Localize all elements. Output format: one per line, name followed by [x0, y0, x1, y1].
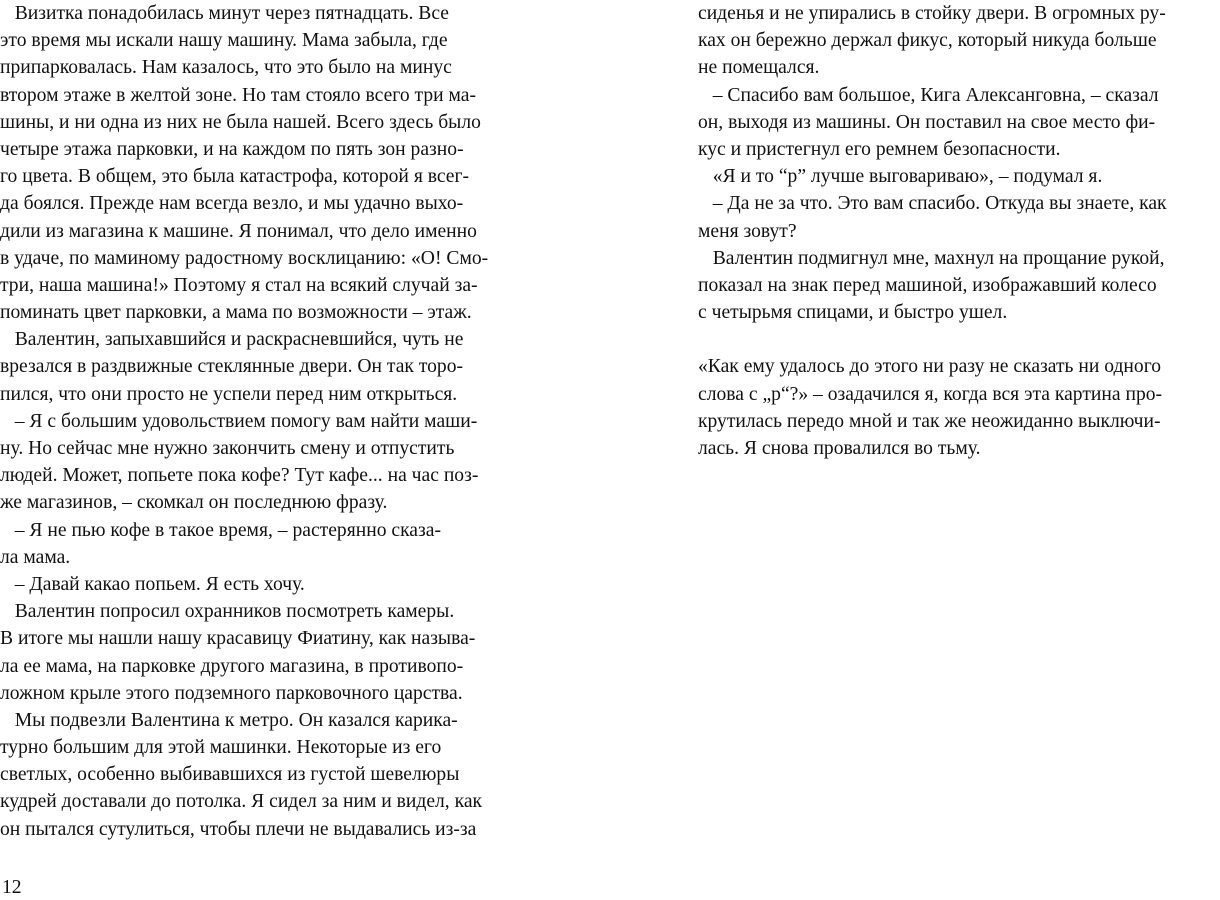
text-line: четыре этажа парковки, и на каждом по пять зон разно-	[0, 138, 464, 160]
text-line: три, наша машина!» Поэтому я стал на всякий случай за-	[0, 274, 478, 296]
text-line: да боялся. Прежде нам всегда везло, и мы удачно выхо-	[0, 193, 464, 215]
text-line: – Давай какао попьем. Я есть хочу.	[0, 573, 305, 595]
text-line: пился, что они просто не успели перед ним открыться.	[0, 383, 458, 405]
page-number: 12	[2, 877, 22, 898]
text-line: ках он бережно держал фикус, который никуда больше	[698, 30, 1157, 52]
text-line: – Спасибо вам большое, Кига Алексанговна, – сказал	[698, 84, 1159, 106]
text-line: – Я не пью кофе в такое время, – растерянно сказа-	[0, 519, 441, 541]
text-line: – Да не за что. Это вам спасибо. Откуда вы знаете, как	[698, 193, 1167, 215]
text-line: с четырьмя спицами, и быстро ушел.	[698, 302, 1008, 324]
text-line: «Как ему удалось до этого ни разу не сказать ни одного	[698, 356, 1162, 378]
text-line: го цвета. В общем, это была катастрофа, которой я всег-	[0, 166, 470, 188]
text-line: ложном крыле этого подземного парковочного царства.	[0, 682, 463, 704]
text-line: шины, и ни одна из них не была нашей. Всего здесь было	[0, 111, 481, 133]
left-page-column	[0, 0, 525, 843]
text-line: кус и пристегнул его ремнем безопасности.	[698, 138, 1061, 160]
text-line: Валентин попросил охранников посмотреть камеры.	[0, 601, 455, 623]
text-line: ла мама.	[0, 546, 71, 568]
text-line: втором этаже в желтой зоне. Но там стояло всего три ма-	[0, 84, 476, 106]
text-line: показал на знак перед машиной, изображавший колесо	[698, 274, 1157, 296]
text-line: врезался в раздвижные стеклянные двери. Он так торо-	[0, 356, 464, 378]
text-line: это время мы искали нашу машину. Мама забыла, где	[0, 30, 448, 52]
text-line: «Я и то “р” лучше выговариваю», – подумал я.	[698, 166, 1103, 188]
text-line: турно большим для этой машинки. Некоторые из его	[0, 737, 442, 759]
text-line: Валентин, запыхавшийся и раскрасневшийся, чуть не	[0, 329, 464, 351]
text-line: ну. Но сейчас мне нужно закончить смену и отпустить	[0, 438, 455, 459]
text-line: не помещался.	[698, 57, 820, 79]
text-line: Валентин подмигнул мне, махнул на прощание рукой,	[698, 247, 1165, 269]
text-line: лась. Я снова провалился во тьму.	[698, 438, 981, 459]
text-line: ла ее мама, на парковке другого магазина, в противопо-	[0, 655, 464, 677]
text-line: светлых, особенно выбивавшихся из густой шевелюры	[0, 764, 460, 786]
text-line	[698, 326, 1220, 353]
text-line: сиденья и не упирались в стойку двери. В огромных ру-	[698, 3, 1166, 24]
text-line: поминать цвет парковки, а мама по возможности – этаж.	[0, 302, 472, 324]
text-line: он, выходя из машины. Он поставил на свое место фи-	[698, 111, 1156, 133]
text-line: Мы подвезли Валентина к метро. Он казался карика-	[0, 709, 458, 731]
text-line: припарковалась. Нам казалось, что это было на минус	[0, 57, 452, 79]
text-line: крутилась передо мной и так же неожиданно выключи-	[698, 410, 1161, 432]
text-line: – Я с большим удовольствием помогу вам найти маши-	[0, 410, 478, 432]
text-line: людей. Может, попьете пока кофе? Тут кафе... на час поз-	[0, 465, 479, 487]
text-line: Визитка понадобилась минут через пятнадцать. Все	[0, 3, 449, 24]
text-line: слова с „р“?» – озадачился я, когда вся эта картина про-	[698, 383, 1163, 405]
text-line: меня зовут?	[698, 220, 797, 242]
text-line: он пытался сутулиться, чтобы плечи не выдавались из-за	[0, 818, 477, 840]
text-line: дили из магазина к машине. Я понимал, что дело именно	[0, 220, 477, 242]
text-line: в удаче, по маминому радостному восклицанию: «О! Смо-	[0, 247, 489, 269]
text-line: же магазинов, – скомкал он последнюю фразу.	[0, 492, 388, 514]
right-page-column	[698, 0, 1220, 462]
text-line: В итоге мы нашли нашу красавицу Фиатину, как называ-	[0, 628, 476, 650]
text-line: кудрей доставали до потолка. Я сидел за ним и видел, как	[0, 791, 483, 813]
